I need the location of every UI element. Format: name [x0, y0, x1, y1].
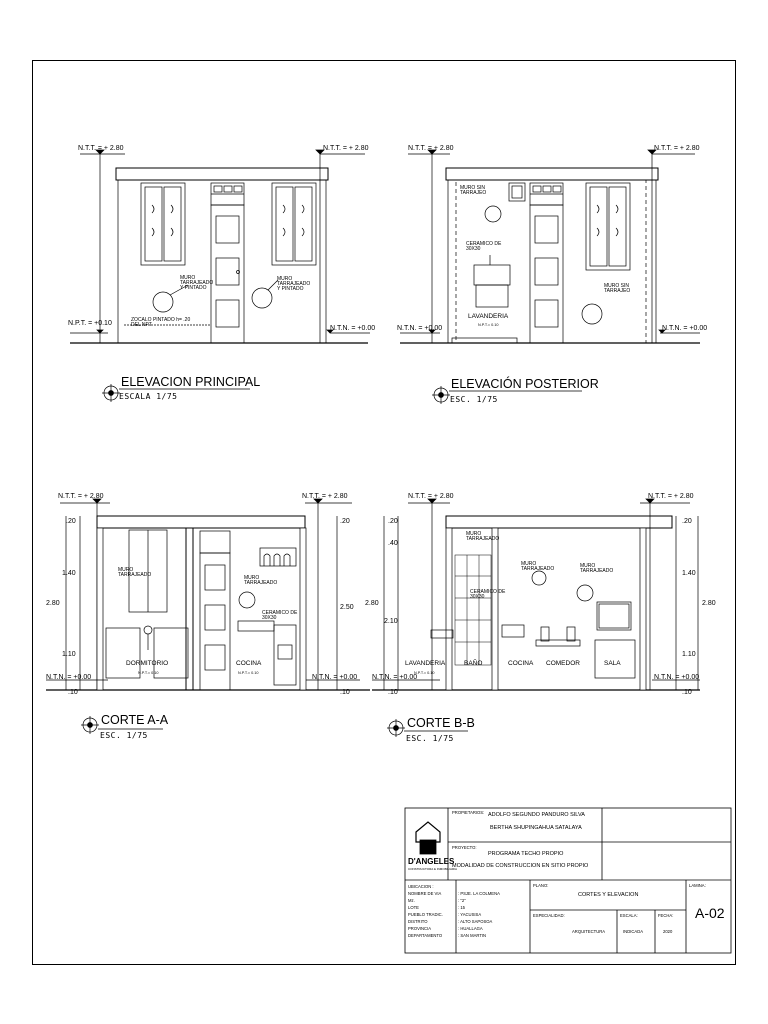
ep-note-zocalo: ZOCALO PINTADO h= .20 DEL NPT [131, 317, 191, 328]
caa-dim-110: 1.10 [62, 651, 76, 658]
cbb-ntt-left: N.T.T. = + 2.80 [408, 493, 454, 500]
ep-scale: ESCALA 1/75 [119, 392, 178, 401]
caa-scale: ESC. 1/75 [100, 731, 148, 740]
caa-room-coc: COCINA [236, 660, 262, 667]
tb-propietarios-label: PROPIETARIOS: [452, 810, 485, 815]
epo-ntn-left: N.T.N. = +0.00 [397, 325, 443, 332]
epo-title: ELEVACIÓN POSTERIOR [451, 377, 599, 391]
tb-lamina-value: A-02 [695, 905, 725, 921]
tb-ubic-value: : YACUSISA [458, 912, 482, 917]
cbb-ntn-left: N.T.N. = +0.00 [372, 674, 418, 681]
cbb-note-muro3: MURO TARRAJEADO [580, 563, 614, 574]
caa-dim-280: 2.80 [46, 600, 60, 607]
epo-ntt-left: N.T.T. = + 2.80 [408, 145, 454, 152]
ep-ntn: N.T.N. = +0.00 [330, 325, 376, 332]
cbb-room-lav: LAVANDERIA [405, 660, 446, 667]
tb-propietario-1: ADOLFO SEGUNDO PANDURO SILVA [488, 812, 585, 818]
cbb-note-muro2: MURO TARRAJEADO [521, 561, 555, 572]
caa-note-muro2: MURO TARRAJEADO [244, 575, 278, 586]
tb-especialidad-label: ESPECIALIDAD: [533, 913, 565, 918]
tb-proyecto-label: PROYECTO: [452, 845, 477, 850]
epo-scale: ESC. 1/75 [450, 395, 498, 404]
tb-ubic-value [458, 884, 500, 891]
cbb-note-ceramico: CERAMICO DE 30X30 [470, 589, 506, 600]
epo-note-muro-sin: MURO SIN TARRAJEO [460, 185, 487, 196]
tb-ubic-label: DISTRITO [408, 919, 428, 924]
tb-ubic-value: : "2" [458, 898, 466, 903]
cbb-dim-280: 2.80 [365, 600, 379, 607]
cbb-title: CORTE B-B [407, 716, 475, 730]
corte-aa-drawing [46, 499, 370, 734]
tb-ubic-label: PUEBLO TRADIC. [408, 912, 443, 917]
cbb-dim-20: .20 [388, 518, 398, 525]
caa-ntt-left: N.T.T. = + 2.80 [58, 493, 104, 500]
tb-ubic-label: DEPARTAMENTO [408, 933, 443, 938]
caa-dim-140: 1.40 [62, 570, 76, 577]
tb-ubic-value: : 15 [458, 905, 465, 910]
cbb-note-muro1: MURO TARRAJEADO [466, 531, 500, 542]
tb-plano-value: CORTES Y ELEVACION [578, 892, 639, 898]
cbb-room-npt: N.P.T.= 0.10 [414, 671, 435, 675]
tb-plano-label: PLANO: [533, 883, 549, 888]
tb-ubicacion-labels [408, 884, 443, 940]
cbb-ntt-right: N.T.T. = + 2.80 [648, 493, 694, 500]
tb-ubic-label: LOTE [408, 905, 419, 910]
tb-fecha-value: 2020 [663, 929, 673, 934]
tb-especialidad-value: ARQUITECTURA [572, 929, 606, 934]
cbb-ntn-right: N.T.N. = +0.00 [654, 674, 700, 681]
tb-ubic-value: : ALTO SAPOSOA [458, 919, 493, 924]
cbb-dim-r110: 1.10 [682, 651, 696, 658]
tb-escala-label: ESCALA: [620, 913, 638, 918]
elevacion-principal-drawing [70, 150, 370, 402]
cbb-dim-r20: .20 [682, 518, 692, 525]
caa-room-dorm-npt: N.P.T.= 0.10 [138, 671, 159, 675]
cbb-room-sala: SALA [604, 660, 621, 667]
caa-note-muro: MURO TARRAJEADO [118, 567, 152, 578]
ep-ntt-right: N.T.T. = + 2.80 [323, 145, 369, 152]
caa-dim-r250: 2.50 [340, 604, 354, 611]
caa-dim-r20: .20 [340, 518, 350, 525]
caa-title: CORTE A-A [101, 713, 169, 727]
caa-room-dorm: DORMITORIO [126, 660, 169, 667]
tb-ubic-value: : SAN MARTIN [458, 933, 487, 938]
caa-dim-r10: .10 [340, 689, 350, 696]
tb-ubic-label: UBICACION : [408, 884, 434, 889]
ep-note-muro2: MURO TARRAJEADO Y PINTADO [277, 276, 311, 292]
cbb-dim-r10: .10 [682, 689, 692, 696]
cbb-room-coc: COCINA [508, 660, 534, 667]
caa-ntn-left: N.T.N. = +0.00 [46, 674, 92, 681]
cbb-room-bano: BAÑO [464, 660, 483, 667]
tb-proyecto-2: MODALIDAD DE CONSTRUCCION EN SITIO PROPIO [452, 863, 589, 869]
corte-bb-drawing [372, 499, 700, 737]
tb-escala-value: INDICADA [623, 929, 644, 934]
caa-note-ceramico: CERAMICO DE 30X30 [262, 610, 298, 621]
cbb-dim-210: 2.10 [384, 618, 398, 625]
tb-proyecto-1: PROGRAMA TECHO PROPIO [488, 851, 564, 857]
caa-dim-20: .20 [66, 518, 76, 525]
logo-text: D'ANGELES [408, 857, 455, 866]
caa-ntt-right: N.T.T. = + 2.80 [302, 493, 348, 500]
caa-ntn-right: N.T.N. = +0.00 [312, 674, 358, 681]
logo-sub: CONSTRUCTORA E INMOBILIARIA [408, 867, 457, 871]
cbb-dim-r140: 1.40 [682, 570, 696, 577]
epo-room-lav: LAVANDERIA [468, 313, 509, 320]
ep-npt: N.P.T. = +0.10 [68, 320, 112, 327]
tb-ubic-value: : HUALLAGA [458, 926, 483, 931]
tb-ubic-value: : PSJE. LA COLMENA [458, 891, 500, 896]
epo-ntt-right: N.T.T. = + 2.80 [654, 145, 700, 152]
tb-ubic-label: PROVINCIA [408, 926, 432, 931]
tb-ubic-label: NOMBRE DE VIA [408, 891, 442, 896]
tb-ubicacion-values [458, 884, 500, 940]
caa-dim-10: .10 [68, 689, 78, 696]
epo-ntn-right: N.T.N. = +0.00 [662, 325, 708, 332]
ep-title: ELEVACION PRINCIPAL [121, 375, 261, 389]
cbb-dim-r280: 2.80 [702, 600, 716, 607]
tb-lamina-label: LAMINA: [689, 883, 706, 888]
epo-note-ceramico: CERAMICO DE 30X30 [466, 241, 502, 252]
tb-fecha-label: FECHA: [658, 913, 674, 918]
cbb-room-com: COMEDOR [546, 660, 580, 667]
ep-note-muro: MURO TARRAJEADO Y PINTADO [180, 275, 214, 291]
tb-propietario-2: BERTHA SHUPINGAHUA SATALAYA [490, 825, 582, 831]
caa-room-coc-npt: N.P.T.= 0.10 [238, 671, 259, 675]
elevacion-posterior-drawing [400, 150, 700, 404]
cbb-dim-10: .10 [388, 689, 398, 696]
epo-room-lav-npt: N.P.T.= 0.10 [478, 323, 499, 327]
cbb-dim-40: .40 [388, 540, 398, 547]
ep-ntt-left: N.T.T. = + 2.80 [78, 145, 124, 152]
epo-note-muro-sin2: MURO SIN TARRAJEO [604, 283, 631, 294]
tb-ubic-label: Mz. [408, 898, 415, 903]
cbb-scale: ESC. 1/75 [406, 734, 454, 743]
